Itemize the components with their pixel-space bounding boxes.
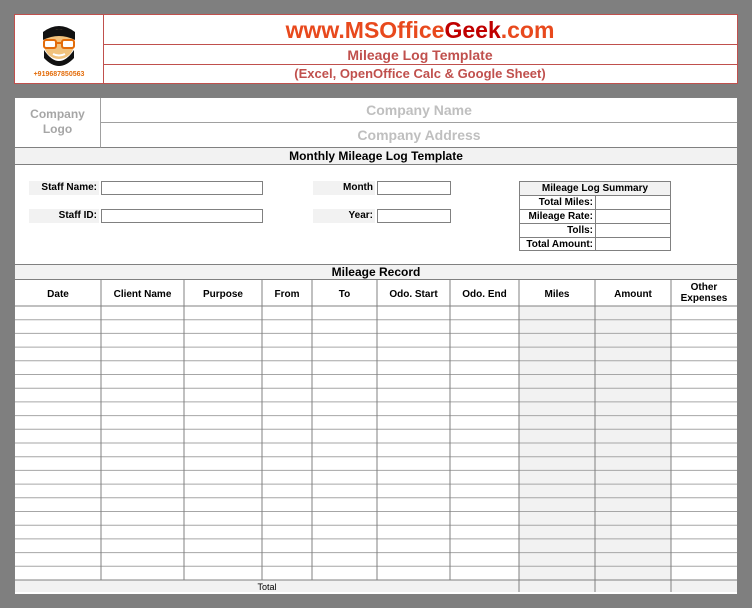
summary-row-total-amount [520,238,670,252]
column-header: Amount [614,289,652,300]
column-header: From [274,289,300,300]
column-header: Expenses [680,293,728,304]
year-field[interactable] [377,209,451,223]
phone-number: +919687850563 [33,71,85,78]
total-row-shade-values [519,580,737,592]
template-title: Mileage Log Template [103,45,737,65]
mileage-record-table[interactable] [15,280,737,594]
summary-row-tolls [520,224,670,238]
staff-name-field[interactable] [101,181,263,195]
summary-label: Mileage Rate: [520,210,596,223]
company-logo-line2: Logo [42,122,73,136]
summary-label: Total Miles: [520,196,596,209]
mileage-record-title: Mileage Record [15,264,737,280]
year-label: Year: [313,209,375,223]
site-url-accent: Geek [444,17,501,43]
template-subtitle: (Excel, OpenOffice Calc & Google Sheet) [294,66,546,81]
staff-id-label: Staff ID: [29,209,99,223]
monthly-log-title: Monthly Mileage Log Template [15,148,737,165]
column-header: Date [47,289,69,300]
staff-name-label: Staff Name: [29,181,99,195]
company-logo-cell[interactable] [15,98,101,148]
summary-mileage-rate-field[interactable] [596,210,670,223]
site-url-prefix: www.MSOffice [285,17,445,43]
month-label: Month [313,181,375,195]
site-url[interactable] [103,15,737,45]
brand-logo [15,15,104,83]
summary-row-total-miles [520,196,670,210]
column-header: Other [690,282,718,293]
column-header: Odo. End [462,289,507,300]
summary-title: Mileage Log Summary [520,182,670,196]
column-header: To [338,289,351,300]
summary-tolls-field[interactable] [596,224,670,237]
site-url-suffix: .com [500,17,555,43]
summary-total-miles-field[interactable] [596,196,670,209]
summary-row-mileage-rate [520,210,670,224]
company-name-cell[interactable]: Company Name [101,98,737,123]
column-header: Miles [544,289,570,300]
mileage-summary [519,181,671,251]
summary-total-amount-field[interactable] [596,238,670,251]
summary-label: Tolls: [520,224,596,237]
site-header [14,14,738,84]
month-field[interactable] [377,181,451,195]
mileage-log-sheet [14,97,738,595]
column-header: Client Name [113,289,172,300]
company-logo-line1: Company [30,107,85,121]
company-address-cell[interactable]: Company Address [101,123,737,148]
total-label: Total [257,582,277,592]
column-header: Purpose [202,289,244,300]
column-header: Odo. Start [389,289,438,300]
staff-id-field[interactable] [101,209,263,223]
geek-avatar-icon [29,18,89,72]
summary-label: Total Amount: [520,238,596,251]
